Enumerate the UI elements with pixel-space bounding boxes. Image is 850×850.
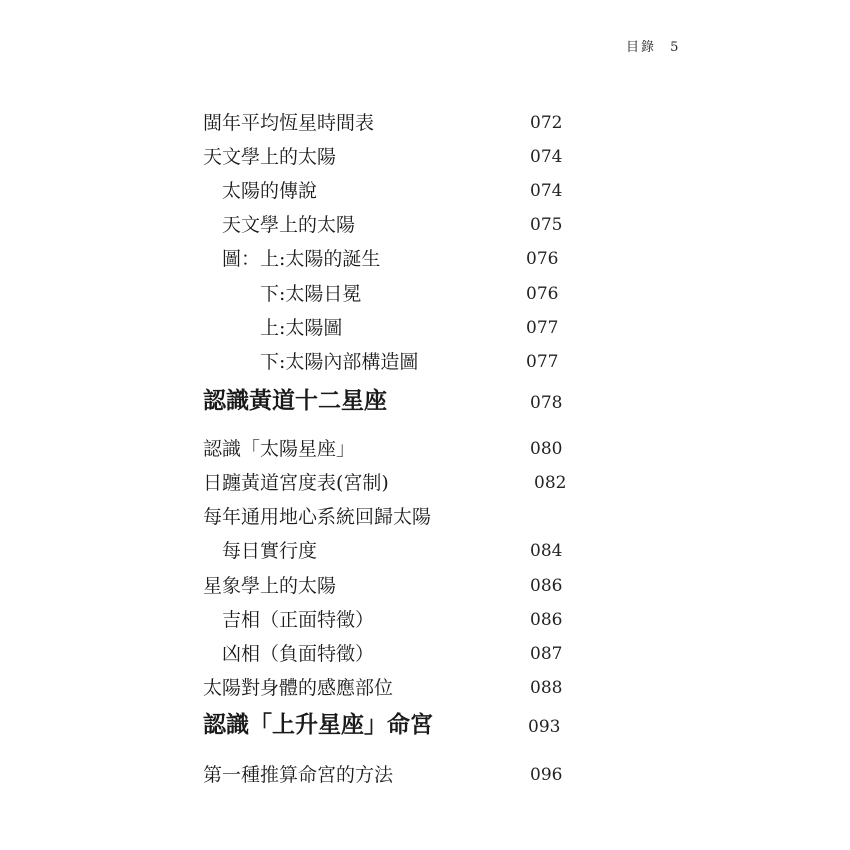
toc-entry-page: 087 (530, 644, 563, 664)
header-label: 目錄 (626, 40, 657, 55)
toc-entry-page: 082 (534, 473, 567, 493)
toc-entry-page: 093 (528, 717, 561, 737)
toc-entry-title: 認識「太陽星座」 (203, 438, 356, 460)
toc-entry-title: 天文學上的太陽 (203, 146, 337, 168)
toc-entry-title: 認識「上升星座」命宮 (203, 711, 433, 738)
toc-entry-page: 076 (526, 249, 559, 269)
toc-entry-page: 084 (530, 541, 563, 561)
toc-entry-title: 太陽對身體的感應部位 (203, 677, 394, 699)
toc-entry-title: 圖：上:太陽的誕生 (222, 248, 381, 270)
toc-entry-title: 吉相（正面特徵） (222, 609, 375, 631)
toc-entry-page: 072 (530, 113, 563, 133)
toc-entry-page: 096 (530, 765, 563, 785)
toc-entry-page: 075 (530, 215, 563, 235)
toc-entry-page: 077 (526, 318, 559, 338)
toc-entry-page: 086 (530, 576, 563, 596)
toc-entry-page: 076 (526, 284, 559, 304)
header-page-number: 5 (670, 40, 681, 55)
toc-entry-page: 074 (530, 147, 563, 167)
toc-entry-title: 每日實行度 (222, 540, 318, 562)
toc-entry-title: 第一種推算命宮的方法 (203, 764, 394, 786)
toc-entry-title: 凶相（負面特徵） (222, 643, 375, 665)
toc-entry-page: 080 (530, 439, 563, 459)
toc-entry-title: 日躔黃道宮度表(宮制) (203, 472, 389, 494)
toc-entry-page: 074 (530, 181, 563, 201)
toc-entry-title: 下:太陽日冕 (260, 283, 362, 305)
toc-entry-title: 星象學上的太陽 (203, 575, 337, 597)
toc-entry-page: 086 (530, 610, 563, 630)
toc-entry-page: 078 (530, 393, 563, 413)
toc-entry-page: 088 (530, 678, 563, 698)
toc-entry-title: 每年通用地心系統回歸太陽 (203, 506, 432, 528)
toc-entry-title: 上:太陽圖 (260, 317, 343, 339)
toc-entry-title: 閩年平均恆星時間表 (203, 112, 375, 134)
toc-entry-title: 太陽的傳說 (222, 180, 318, 202)
toc-entry-page: 077 (526, 352, 559, 372)
toc-entry-title: 下:太陽內部構造圖 (260, 351, 419, 373)
toc-entry-title: 天文學上的太陽 (222, 214, 356, 236)
toc-entry-title: 認識黃道十二星座 (203, 387, 387, 414)
